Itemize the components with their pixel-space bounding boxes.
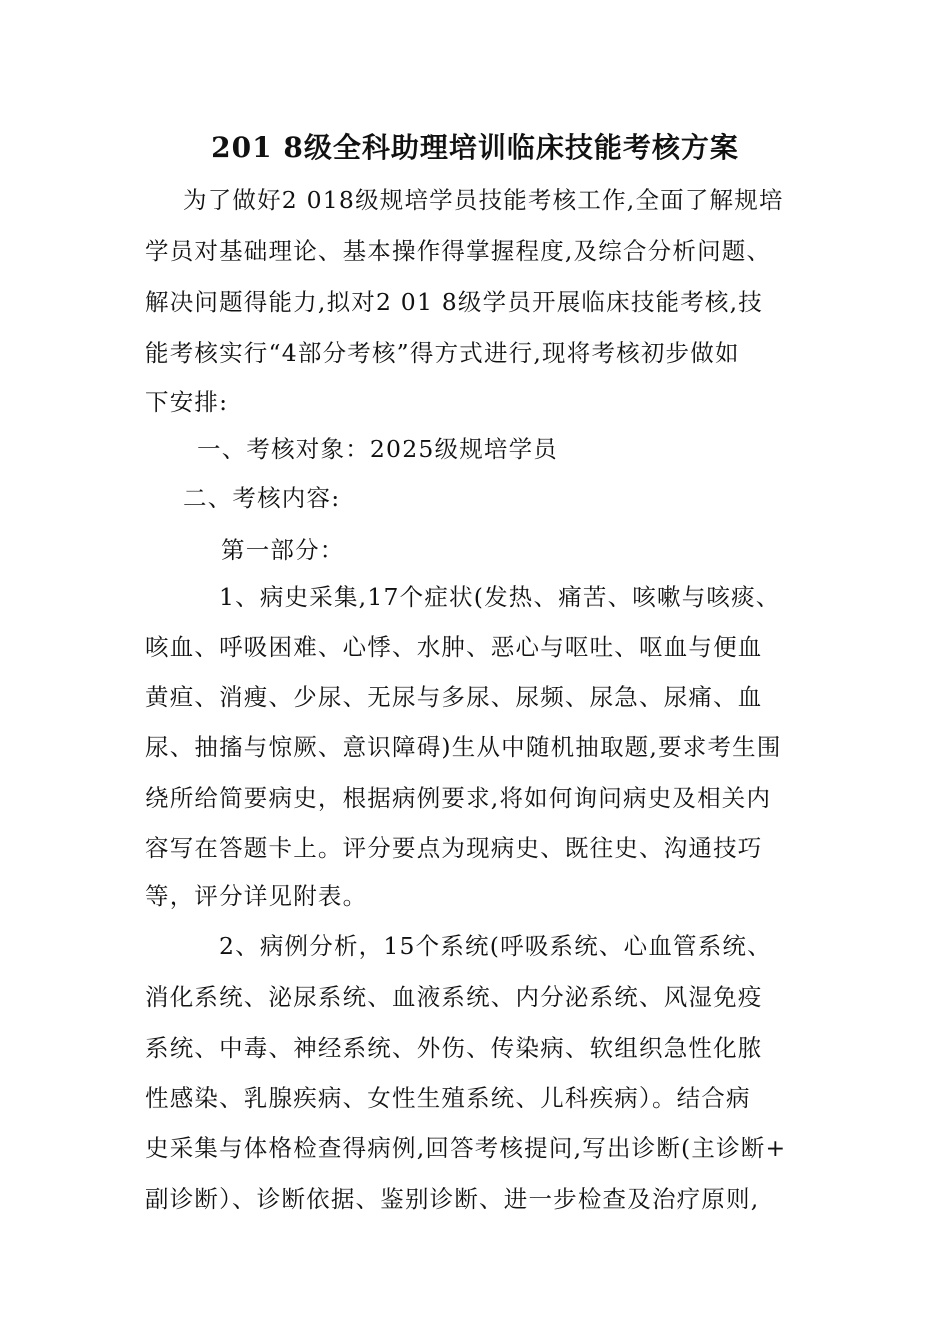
paragraph-line: 尿、抽搐与惊厥、意识障碍)生从中随机抽取题,要求考生围 (145, 733, 782, 761)
paragraph-line: 1、病史采集,17个症状(发热、痛苦、咳嗽与咳痰、 (219, 583, 781, 611)
paragraph-line: 学员对基础理论、基本操作得掌握程度,及综合分析问题、 (145, 237, 772, 265)
paragraph-line: 史采集与体格检查得病例,回答考核提问,写出诊断(主诊断+ (145, 1134, 787, 1162)
paragraph-line: 消化系统、泌尿系统、血液系统、内分泌系统、风湿免疫 (145, 983, 763, 1011)
paragraph-line: 性感染、乳腺疾病、女性生殖系统、儿科疾病）。结合病 (145, 1084, 751, 1112)
paragraph-line: 副诊断）、诊断依据、鉴别诊断、进一步检查及治疗原则, (145, 1185, 760, 1213)
document-title: 201 8级全科助理培训临床技能考核方案 (211, 131, 739, 164)
paragraph-line: 能考核实行“4部分考核”得方式进行,现将考核初步做如 (145, 339, 740, 367)
paragraph-line: 黄疸、消瘦、少尿、无尿与多尿、尿频、尿急、尿痛、血 (145, 683, 763, 711)
section-heading: 一、考核对象：2025级规培学员 (197, 435, 559, 463)
section-heading: 二、考核内容: (183, 484, 341, 512)
subsection-heading: 第一部分： (221, 536, 345, 564)
paragraph-line: 容写在答题卡上。评分要点为现病史、既往史、沟通技巧 (145, 834, 763, 862)
paragraph-line: 系统、中毒、神经系统、外伤、传染病、软组织急性化脓 (145, 1034, 763, 1062)
paragraph-line: 咳血、呼吸困难、心悸、水肿、恶心与呕吐、呕血与便血 (145, 633, 763, 661)
paragraph-line: 解决问题得能力,拟对2 01 8级学员开展临床技能考核,技 (145, 288, 763, 316)
paragraph-line: 为了做好2 018级规培学员技能考核工作,全面了解规培 (183, 186, 784, 214)
paragraph-line: 下安排: (145, 388, 229, 416)
paragraph-line: 2、病例分析，15个系统(呼吸系统、心血管系统、 (219, 932, 772, 960)
paragraph-line: 绕所给简要病史，根据病例要求,将如何询问病史及相关内 (145, 784, 772, 812)
paragraph-line: 等，评分详见附表。 (145, 882, 368, 910)
